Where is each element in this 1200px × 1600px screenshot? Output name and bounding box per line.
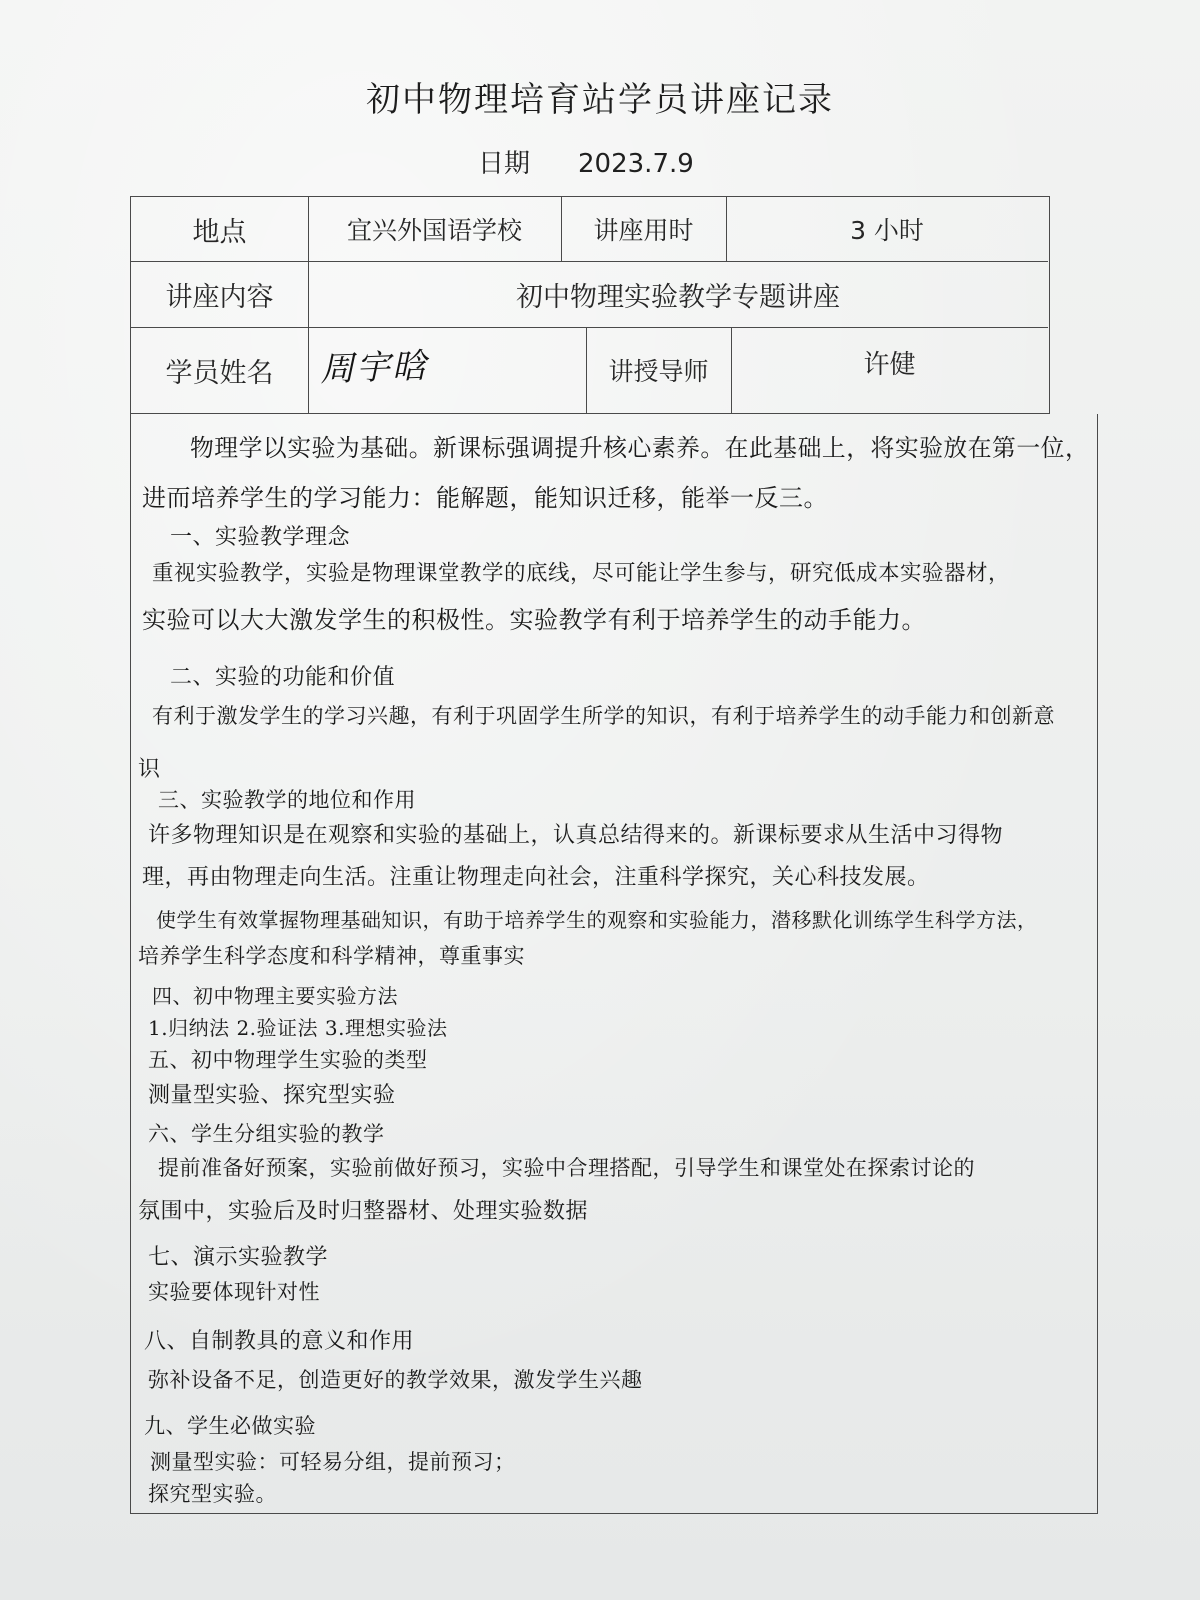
date-row bbox=[478, 143, 694, 180]
duration-value: 3 小时 bbox=[850, 216, 924, 245]
note-line: 物理学以实验为基础。新课标强调提升核心素养。在此基础上，将实验放在第一位， bbox=[190, 434, 1090, 462]
note-line: 提前准备好预案，实验前做好预习，实验中合理搭配，引导学生和课堂处在探索讨论的 bbox=[158, 1156, 975, 1180]
note-line: 八、自制教具的意义和作用 bbox=[144, 1329, 415, 1354]
date-value: 2023.7.9 bbox=[578, 149, 694, 179]
mentor-label: 讲授导师 bbox=[608, 357, 709, 386]
note-line: 五、初中物理学生实验的类型 bbox=[148, 1048, 428, 1072]
info-table bbox=[130, 196, 1050, 414]
content-label: 讲座内容 bbox=[165, 281, 274, 313]
location-value: 宜兴外国语学校 bbox=[346, 216, 522, 245]
note-line: 重视实验教学，实验是物理课堂教学的底线，尽可能让学生参与，研究低成本实验器材， bbox=[152, 561, 1011, 586]
note-line: 九、学生必做实验 bbox=[144, 1414, 316, 1438]
note-line: 探究型实验。 bbox=[148, 1482, 277, 1506]
content-value: 初中物理实验教学专题讲座 bbox=[516, 281, 840, 313]
note-line: 测量型实验：可轻易分组，提前预习； bbox=[150, 1450, 516, 1474]
duration-label: 讲座用时 bbox=[593, 216, 694, 245]
note-line: 识 bbox=[138, 757, 161, 782]
note-line: 测量型实验、探究型实验 bbox=[148, 1083, 396, 1108]
note-line: 许多物理知识是在观察和实验的基础上，认真总结得来的。新课标要求从生活中习得物 bbox=[148, 823, 1004, 848]
mentor-value: 许健 bbox=[863, 349, 916, 380]
page-title: 初中物理培育站学员讲座记录 bbox=[366, 80, 834, 120]
student-label: 学员姓名 bbox=[165, 357, 274, 389]
note-line: 使学生有效掌握物理基础知识，有助于培养学生的观察和实验能力，潜移默化训练学生科学方法， bbox=[156, 908, 1038, 932]
note-line: 六、学生分组实验的教学 bbox=[148, 1122, 385, 1146]
note-line: 理，再由物理走向生活。注重让物理走向社会，注重科学探究，关心科技发展。 bbox=[142, 865, 930, 890]
note-line: 三、实验教学的地位和作用 bbox=[158, 788, 416, 812]
note-line: 一、实验教学理念 bbox=[170, 525, 351, 550]
note-line: 四、初中物理主要实验方法 bbox=[152, 984, 398, 1008]
note-line: 实验可以大大激发学生的积极性。实验教学有利于培养学生的动手能力。 bbox=[142, 606, 926, 634]
note-line: 二、实验的功能和价值 bbox=[170, 665, 396, 690]
note-line: 弥补设备不足，创造更好的教学效果，激发学生兴趣 bbox=[148, 1368, 643, 1392]
note-line: 1.归纳法 2.验证法 3.理想实验法 bbox=[148, 1016, 448, 1040]
note-line: 进而培养学生的学习能力：能解题，能知识迁移，能举一反三。 bbox=[142, 484, 828, 512]
note-line: 七、演示实验教学 bbox=[148, 1245, 329, 1270]
location-label: 地点 bbox=[192, 216, 247, 248]
note-line: 实验要体现针对性 bbox=[148, 1280, 320, 1304]
note-line: 氛围中，实验后及时归整器材、处理实验数据 bbox=[138, 1199, 589, 1224]
note-line: 培养学生科学态度和科学精神，尊重事实 bbox=[138, 944, 525, 968]
student-name-handwritten: 周宇晗 bbox=[319, 346, 429, 390]
note-line: 有利于激发学生的学习兴趣，有利于巩固学生所学的知识，有利于培养学生的动手能力和创新意 bbox=[152, 704, 1055, 728]
date-label: 日期 bbox=[478, 149, 531, 179]
